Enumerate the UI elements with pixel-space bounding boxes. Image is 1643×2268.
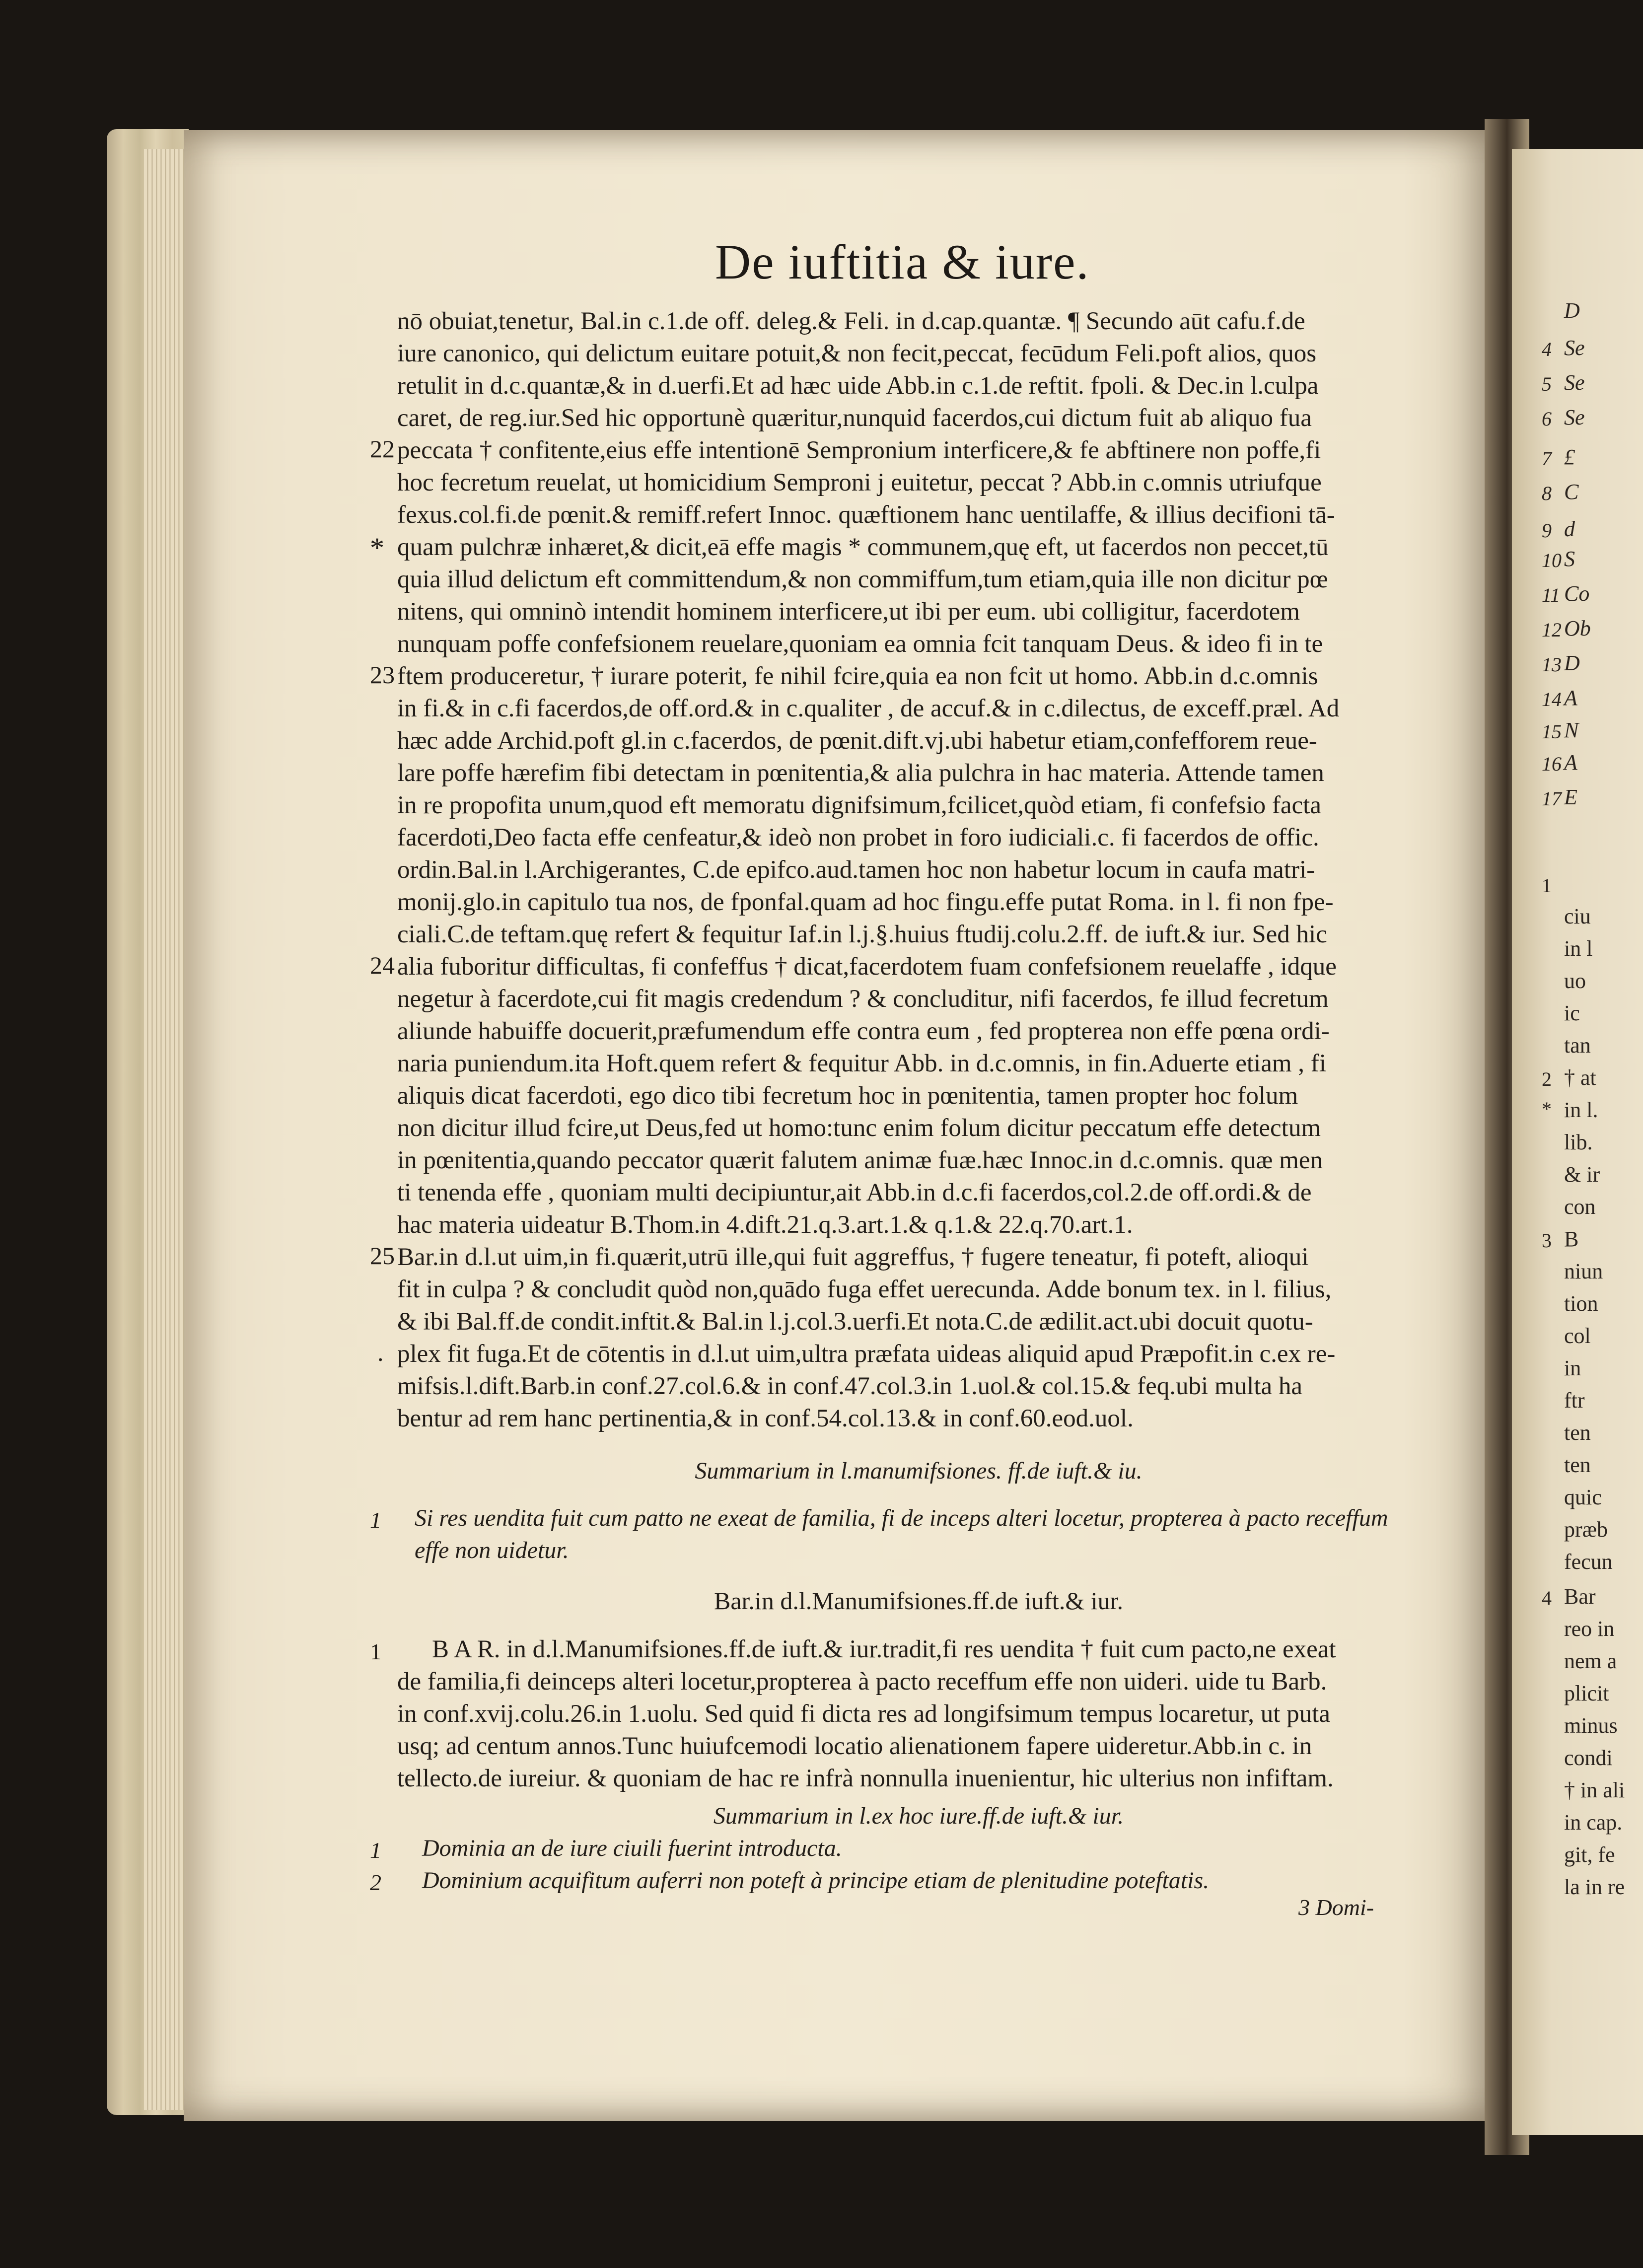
facing-fragment: Se: [1564, 336, 1585, 360]
facing-fragment: git, fe: [1564, 1843, 1615, 1867]
text-line: & ibi Bal.ff.de condit.inftit.& Bal.in l.j.col.3.uerfi.Et nota.C.de ædilit.act.ubi docuit quotu-: [397, 1308, 1313, 1336]
section-number: 1: [370, 1639, 381, 1664]
margin-number: 24: [370, 951, 395, 979]
facing-number: 12: [1542, 619, 1562, 641]
main-text-block: [397, 305, 1440, 1435]
margin-number: 22: [370, 435, 395, 463]
facing-fragment: A: [1564, 686, 1577, 710]
facing-number: 11: [1542, 584, 1561, 606]
text-line: nitens, qui omninò intendit hominem interficere,ut ibi per eum. ubi colligitur, facerdotem: [397, 598, 1300, 626]
text-line: aliunde habuiffe docuerit,præfumendum effe contra eum , fed propterea non effe pœna ordi-: [397, 1017, 1330, 1045]
text-line: alia fuboritur difficultas, fi confeffus † dicat,facerdotem fuam confefsionem reuelaffe , idque: [397, 953, 1337, 981]
facing-fragment: † at: [1564, 1065, 1596, 1090]
facing-fragment: E: [1564, 785, 1577, 809]
facing-number: 2: [1542, 1068, 1552, 1090]
facing-fragment: N: [1564, 718, 1579, 742]
facing-fragment: B: [1564, 1227, 1579, 1251]
facing-fragment: tion: [1564, 1291, 1598, 1316]
facing-number: 8: [1542, 482, 1552, 504]
text-line: naria puniendum.ita Hoft.quem refert & fequitur Abb. in d.c.omnis, in fin.Aduerte etiam , fi: [397, 1050, 1326, 1077]
facing-fragment: £: [1564, 445, 1575, 469]
facing-fragment: A: [1564, 750, 1577, 775]
facing-fragment: Bar: [1564, 1584, 1596, 1609]
facing-fragment: quic: [1564, 1485, 1602, 1509]
facing-fragment: in l: [1564, 936, 1593, 961]
text-line: facerdoti,Deo facta effe cenfeatur,& ideò non probet in foro iudiciali.c. fi facerdos de offic.: [397, 824, 1319, 851]
facing-number: 7: [1542, 447, 1552, 470]
facing-fragment: fecun: [1564, 1550, 1613, 1574]
facing-fragment: tan: [1564, 1033, 1591, 1058]
margin-asterisk: *: [370, 532, 384, 564]
facing-fragment: ic: [1564, 1001, 1580, 1025]
facing-fragment: præb: [1564, 1517, 1608, 1542]
margin-number: 25: [370, 1242, 395, 1270]
text-line: plex fit fuga.Et de cōtentis in d.l.ut uim,ultra præfata uideas aliquid apud Præpofit.in c.ex re-: [397, 1340, 1336, 1368]
text-line: retulit in d.c.quantæ,& in d.uerfi.Et ad hæc uide Abb.in c.1.de reftit. fpoli. & Dec.in l.culpa: [397, 372, 1319, 400]
summary-item: Si res uendita fuit cum patto ne exeat de familia, fi de inceps alteri locetur, propterea à pacto receffum: [415, 1505, 1388, 1531]
facing-fragment: ftr: [1564, 1388, 1585, 1413]
text-line: Bar.in d.l.ut uim,in fi.quærit,utrū ille,qui fuit aggreffus, † fugere teneatur, fi poteft, alioqui: [397, 1243, 1309, 1271]
text-line: aliquis dicat facerdoti, ego dico tibi fecretum hoc in pœnitentia, tamen propter hoc folum: [397, 1082, 1298, 1110]
facing-fragment: † in ali: [1564, 1778, 1625, 1802]
page-edges: [144, 149, 189, 2110]
text-line: in fi.& in c.fi facerdos,de off.ord.& in c.qualiter , de accuf.& in c.dilectus, de exceff.præl. Ad: [397, 695, 1340, 722]
facing-number: 14: [1542, 688, 1562, 710]
summary-item: effe non uidetur.: [415, 1537, 569, 1563]
text-line: in conf.xvij.colu.26.in 1.uolu. Sed quid fi dicta res ad longifsimum tempus locaretur, ut puta: [397, 1700, 1330, 1728]
facing-fragment: d: [1564, 517, 1575, 541]
facing-fragment: & ir: [1564, 1162, 1600, 1187]
text-line: quia illud delictum eft committendum,& non commiffum,tum etiam,quia ille non dicitur pœ: [397, 566, 1328, 593]
text-line: ordin.Bal.in l.Archigerantes, C.de epifco.aud.tamen hoc non habetur locum in caufa matri-: [397, 856, 1315, 884]
text-line: B A R. in d.l.Manumifsiones.ff.de iuft.& iur.tradit,fi res uendita † fuit cum pacto,ne exeat: [432, 1635, 1336, 1663]
facing-number: 9: [1542, 519, 1552, 542]
facing-fragment: in cap.: [1564, 1810, 1623, 1835]
margin-mark: .: [377, 1339, 384, 1366]
facing-fragment: D: [1564, 298, 1580, 323]
section-text-block: [397, 1633, 1440, 1795]
summary-item-number: 2: [370, 1870, 381, 1895]
summary-title: Summarium in l.manumifsiones. ff.de iuft.& iu.: [695, 1458, 1143, 1484]
text-line: ciali.C.de teftam.quę refert & fequitur Iaf.in l.j.§.huius ftudij.colu.2.ff. de iuft.& iur. Sed hic: [397, 921, 1327, 948]
summary-item: Dominia an de iure ciuili fuerint introducta.: [422, 1835, 842, 1861]
summary-item: Dominium acquifitum auferri non poteft à principe etiam de plenitudine poteftatis.: [422, 1867, 1210, 1894]
summary-item-number: 1: [370, 1507, 381, 1533]
facing-fragment: Se: [1564, 405, 1585, 429]
facing-number: 10: [1542, 549, 1562, 571]
text-line: hac materia uideatur B.Thom.in 4.dift.21.q.3.art.1.& q.1.& 22.q.70.art.1.: [397, 1211, 1133, 1239]
facing-fragment: col: [1564, 1324, 1591, 1348]
facing-number: 6: [1542, 408, 1552, 430]
facing-fragment: reo in: [1564, 1617, 1615, 1641]
facing-number: 3: [1542, 1229, 1552, 1252]
text-line: fexus.col.fi.de pœnit.& remiff.refert Innoc. quæftionem hanc uentilaffe, & illius decifioni tā-: [397, 501, 1335, 529]
facing-fragment: minus: [1564, 1713, 1618, 1738]
facing-fragment: lib.: [1564, 1130, 1593, 1154]
text-line: bentur ad rem hanc pertinentia,& in conf.54.col.13.& in conf.60.eod.uol.: [397, 1405, 1134, 1432]
text-line: ftem produceretur, † iurare poterit, fe nihil fcire,quia ea non fcit ut homo. Abb.in d.c.omnis: [397, 662, 1318, 690]
facing-number: 15: [1542, 720, 1562, 743]
text-line: ti tenenda effe , quoniam multi decipiuntur,ait Abb.in d.c.fi facerdos,col.2.de off.ordi.& de: [397, 1179, 1312, 1206]
text-line: peccata † confitente,eius effe intentionē Sempronium interficere,& fe abftinere non poffe,fi: [397, 436, 1321, 464]
facing-fragment: ciu: [1564, 904, 1591, 928]
facing-fragment: ten: [1564, 1453, 1591, 1477]
text-line: hæc adde Archid.poft gl.in c.facerdos, de pœnit.dift.vj.ubi habetur etiam,confefforem reue-: [397, 727, 1317, 755]
facing-number: 4: [1542, 1587, 1552, 1609]
facing-fragment: con: [1564, 1195, 1596, 1219]
facing-fragment: uo: [1564, 969, 1586, 993]
margin-number: 23: [370, 661, 395, 689]
facing-number: 4: [1542, 338, 1552, 360]
facing-fragment: Ob: [1564, 616, 1591, 640]
text-line: non dicitur illud fcire,ut Deus,fed ut homo:tunc enim folum dicitur peccatum effe detectum: [397, 1114, 1321, 1142]
text-line: tellecto.de iureiur. & quoniam de hac re infrà nonnulla inuenientur, hic ulterius non infiftam.: [397, 1765, 1334, 1792]
facing-fragment: ten: [1564, 1420, 1591, 1445]
summary-title: Summarium in l.ex hoc iure.ff.de iuft.& iur.: [713, 1803, 1124, 1829]
text-line: in pœnitentia,quando peccator quærit falutem animæ fuæ.hæc Innoc.in d.c.omnis. quæ men: [397, 1146, 1323, 1174]
text-line: hoc fecretum reuelat, ut homicidium Semproni j euitetur, peccat ? Abb.in c.omnis utriufque: [397, 469, 1322, 496]
facing-fragment: plicit: [1564, 1681, 1609, 1705]
facing-fragment: in l.: [1564, 1098, 1598, 1122]
facing-fragment: D: [1564, 651, 1580, 675]
facing-number: 13: [1542, 653, 1562, 676]
facing-number: 17: [1542, 787, 1562, 810]
text-line: fit in culpa ? & concludit quòd non,quādo fuga effet uerecunda. Adde bonum tex. in l. filius,: [397, 1276, 1332, 1303]
summary-item-number: 1: [370, 1838, 381, 1863]
text-line: in re propofita unum,quod eft memoratu dignifsimum,fcilicet,quòd etiam, fi confefsio facta: [397, 791, 1321, 819]
facing-number: 16: [1542, 753, 1562, 775]
running-head: De iuftitia & iure.: [715, 234, 1090, 289]
facing-fragment: la in re: [1564, 1875, 1625, 1899]
text-line: lare poffe hærefim fibi detectam in pœnitentia,& alia pulchra in hac materia. Attende tamen: [397, 759, 1324, 787]
facing-fragment: C: [1564, 480, 1579, 504]
facing-number: 5: [1542, 373, 1552, 395]
facing-number: 1: [1542, 874, 1552, 897]
facing-fragment: S: [1564, 547, 1575, 571]
facing-fragment: Se: [1564, 370, 1585, 395]
text-line: nō obuiat,tenetur, Bal.in c.1.de off. deleg.& Feli. in d.cap.quantæ. ¶ Secundo aūt cafu.f.de: [397, 307, 1305, 335]
text-line: de familia,fi deinceps alteri locetur,propterea à pacto receffum effe non uideri. uide tu Barb.: [397, 1668, 1327, 1696]
facing-fragment: Co: [1564, 581, 1590, 606]
text-line: usq; ad centum annos.Tunc huiufcemodi locatio alienationem fapere uideretur.Abb.in c. in: [397, 1732, 1312, 1760]
text-line: negetur à facerdote,cui fit magis credendum ? & concluditur, nifi facerdos, fe illud fecretum: [397, 985, 1329, 1013]
text-line: quam pulchræ inhæret,& dicit,eā effe magis * communem,quę eft, ut facerdos non peccet,tū: [397, 533, 1329, 561]
facing-fragment: in: [1564, 1356, 1581, 1380]
facing-fragment: nem a: [1564, 1649, 1617, 1673]
text-line: monij.glo.in capitulo tua nos, de fponfal.quam ad hoc fingu.effe putat Roma. in l. fi non fpe-: [397, 888, 1334, 916]
facing-fragment: niun: [1564, 1259, 1603, 1283]
facing-fragment: condi: [1564, 1746, 1613, 1770]
section-title: Bar.in d.l.Manumifsiones.ff.de iuft.& iur.: [714, 1587, 1123, 1615]
facing-number: *: [1542, 1098, 1552, 1120]
text-line: nunquam poffe confefsionem reuelare,quoniam ea omnia fcit tanquam Deus. & ideo fi in te: [397, 630, 1323, 658]
text-line: mifsis.l.dift.Barb.in conf.27.col.6.& in conf.47.col.3.in 1.uol.& col.15.& feq.ubi multa ha: [397, 1372, 1302, 1400]
catchword: 3 Domi-: [1298, 1895, 1374, 1920]
text-line: iure canonico, qui delictum euitare potuit,& non fecit,peccat, fecūdum Feli.poft alios, quos: [397, 340, 1317, 367]
text-line: caret, de reg.iur.Sed hic opportunè quæritur,nunquid facerdos,cui dictum fuit ab aliquo fua: [397, 404, 1312, 432]
